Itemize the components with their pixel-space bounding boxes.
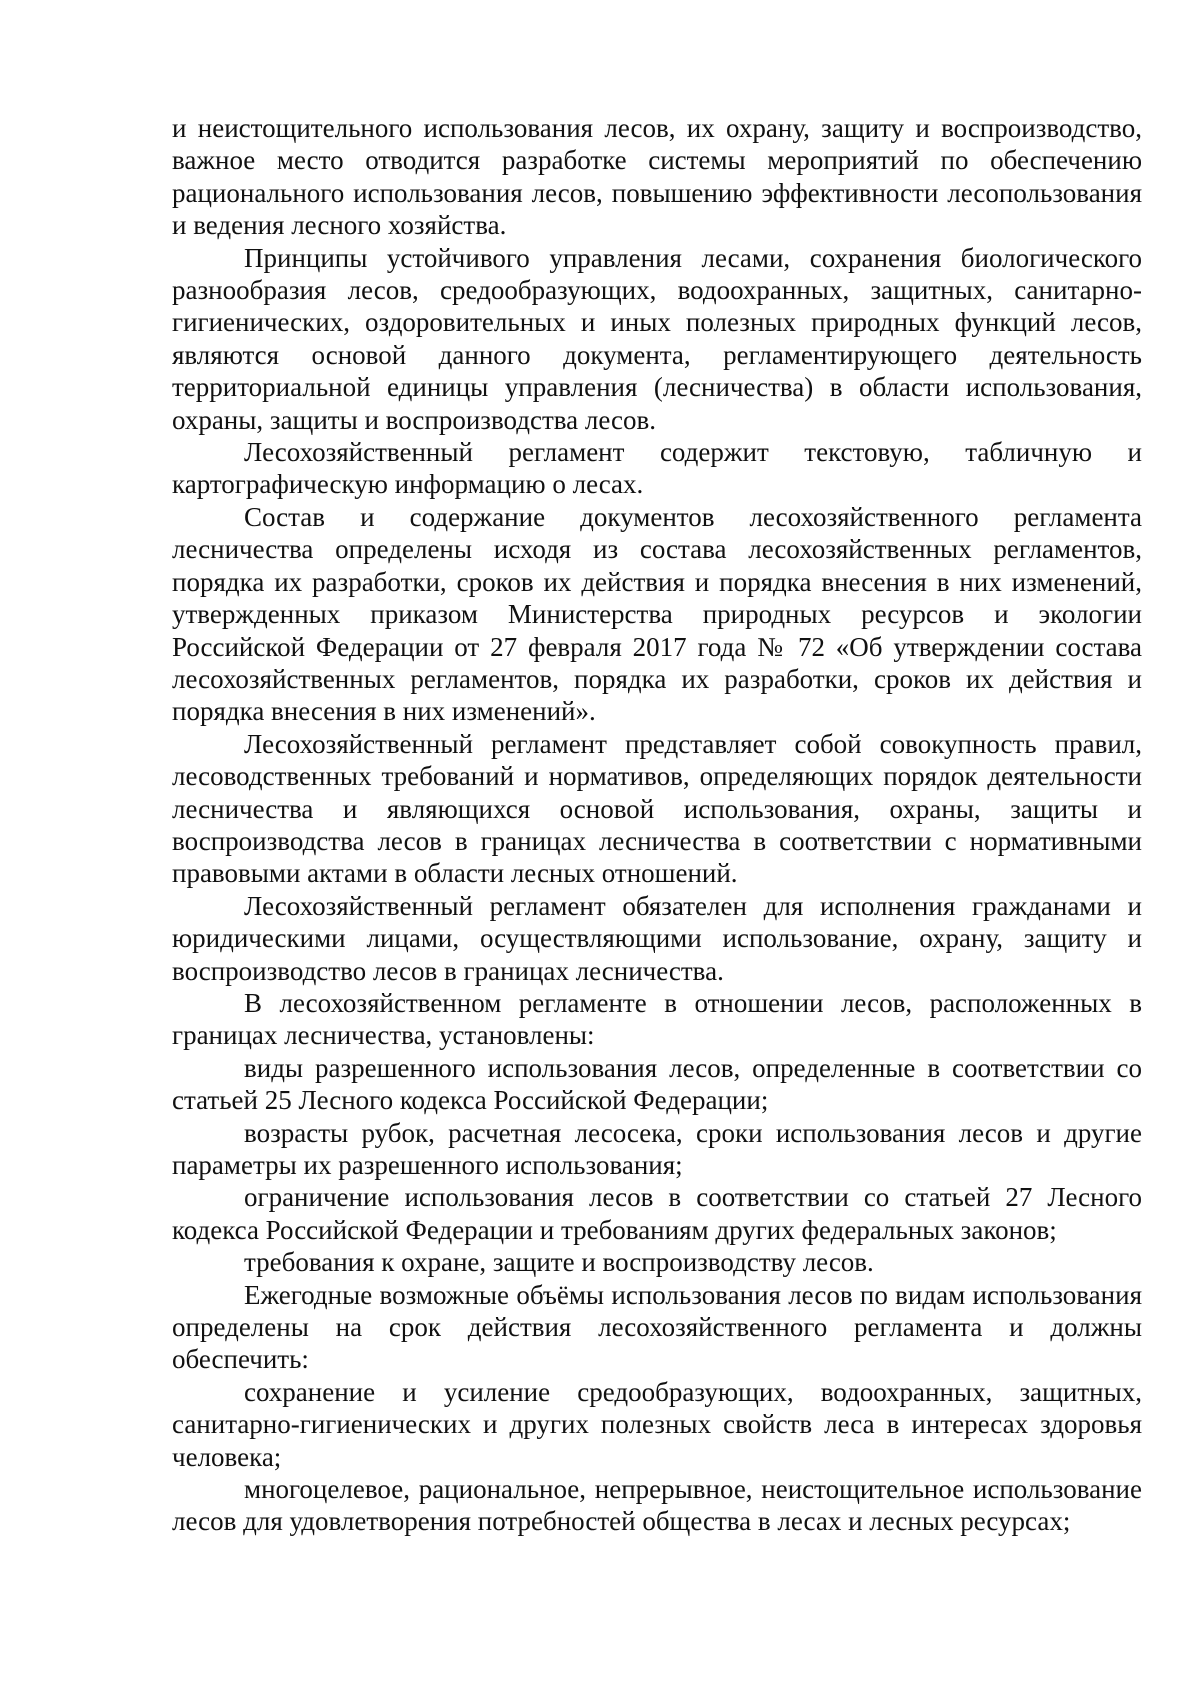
list-item-requirements: требования к охране, защите и воспроизводству лесов. xyxy=(244,1247,874,1278)
list-item-usage-types: виды разрешенного использования лесов, определенные в соответствии со статьей 25 Лесного кодекса Российской Федерации; xyxy=(172,1052,1142,1116)
document-body xyxy=(172,112,1142,1538)
paragraph-regulation-content: Лесохозяйственный регламент содержит текстовую, табличную и картографическую информацию о лесах. xyxy=(172,437,1142,500)
paragraph-continuation: и неистощительного использования лесов, их охрану, защиту и воспроизводство, важное место отводится разработке системы мероприятий по обеспечению рационального использования лесов, повышению эффективности лесопользования и ведения лесного хозяйства. xyxy=(172,113,1142,241)
paragraph-annual-volumes: Ежегодные возможные объёмы использования лесов по видам использования определены на срок действия лесохозяйственного регламента и должны обеспечить: xyxy=(172,1279,1142,1375)
list-item-preservation: сохранение и усиление средообразующих, водоохранных, защитных, санитарно-гигиенических и других полезных свойств леса в интересах здоровья человека; xyxy=(172,1376,1142,1472)
list-item-restrictions: ограничение использования лесов в соответствии со статьей 27 Лесного кодекса Российской Федерации и требованиям других федеральных законов; xyxy=(172,1182,1142,1245)
paragraph-composition: Состав и содержание документов лесохозяйственного регламента лесничества определены исходя из состава лесохозяйственных регламентов, порядка их разработки, сроков их действия и порядка внесения в них изменений, утвержденных приказом Министерства природных ресурсов и экологии Российской Федерации от 27 февраля 2017 года № 72 «Об утверждении состава лесохозяйственных регламентов, порядка их разработки, сроков их действия и порядка внесения в них изменений». xyxy=(172,501,1142,727)
paragraph-definition: Лесохозяйственный регламент представляет собой совокупность правил, лесоводственных требований и нормативов, определяющих порядок деятельности лесничества и являющихся основой использования, охраны, защиты и воспроизводства лесов в границах лесничества в соответствии с нормативными правовыми актами в области лесных отношений. xyxy=(172,728,1142,889)
paragraph-principles: Принципы устойчивого управления лесами, сохранения биологического разнообразия лесов, средообразующих, водоохранных, защитных, санитарно-гигиенических, оздоровительных и иных полезных природных функций лесов, являются основой данного документа, регламентирующего деятельность территориальной единицы управления (лесничества) в области использования, охраны, защиты и воспроизводства лесов. xyxy=(172,242,1142,435)
paragraph-obligation: Лесохозяйственный регламент обязателен для исполнения гражданами и юридическими лицами, осуществляющими использование, охрану, защиту и воспроизводство лесов в границах лесничества. xyxy=(172,890,1142,986)
list-item-cutting-ages: возрасты рубок, расчетная лесосека, сроки использования лесов и другие параметры их разрешенного использования; xyxy=(172,1117,1142,1180)
list-item-multipurpose-use: многоцелевое, рациональное, непрерывное, неистощительное использование лесов для удовлетворения потребностей общества в лесах и лесных ресурсах; xyxy=(172,1474,1142,1537)
paragraph-established: В лесохозяйственном регламенте в отношении лесов, расположенных в границах лесничества, установлены: xyxy=(172,987,1142,1051)
